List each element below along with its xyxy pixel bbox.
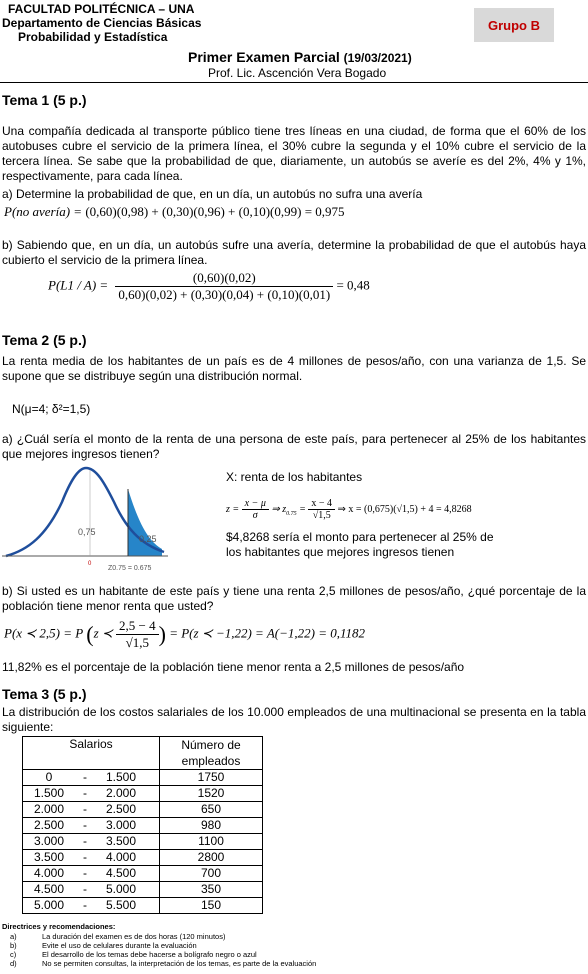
employee-count-cell: 150 [160,898,263,914]
tema2-a-answer: $4,8268 sería el monto para pertenecer al 25% de los habitantes que mejores ingresos tienen [226,530,494,559]
salary-range-cell [23,818,160,834]
tema2-a-rhs: ⇒ x = (0,675)(√1,5) + 4 = 4,8268 [337,503,472,515]
salary-high: 5.000 [105,882,137,896]
salary-range-cell [23,882,160,898]
directives-title: Directrices y recomendaciones: [2,922,116,931]
tema2-a-z: z = [226,503,240,515]
tema1-b-result: = 0,48 [336,277,370,293]
salary-range-cell [23,786,160,802]
area-left-label: 0,75 [78,527,96,537]
z-value-label: Z0.75 = 0.675 [108,565,152,572]
tema2-b-num: 2,5 − 4 [116,618,159,635]
employee-count-cell: 980 [160,818,263,834]
directive-text: La duración del examen es de dos horas (120 minutos) [42,932,226,941]
tema3-title: Tema 3 (5 p.) [2,686,87,702]
table-row [23,802,263,818]
group-badge: Grupo B [474,8,554,42]
tema1-a-lhs: P(no avería) = [4,204,83,219]
directive-letter: b) [10,941,17,950]
salary-separator: - [83,882,87,896]
table-row [23,898,263,914]
employee-count-cell: 650 [160,802,263,818]
employee-count-cell: 350 [160,882,263,898]
salary-high: 2.500 [105,802,137,816]
tema2-a-formula [226,498,472,521]
table-row [23,818,263,834]
tema3-statement: La distribución de los costos salariales de los 10.000 empleados de una multinacional se presenta en la tabla siguiente: [2,705,586,734]
tema1-b-numerator: (0,60)(0,02) [115,270,333,287]
department-name: Departamento de Ciencias Básicas [2,16,202,30]
area-right-label: 0,25 [139,534,157,544]
table-header-row [23,737,263,770]
tema1-a-question: a) Determine la probabilidad de que, en un día, un autobús no sufra una avería [2,187,423,201]
mean-zero-label: 0 [88,561,92,567]
tema2-b-formula: P(x ≺ 2,5) = P (z ≺ $\frac{2,5 - 4}{√1,5}$ ) = P(z ≺ −1,22) = A(−1,22) = 0,1182 [4,618,366,650]
salary-range-cell [23,834,160,850]
salary-high: 5.500 [105,898,137,912]
employee-count-cell: 700 [160,866,263,882]
tema2-a-mid: ⇒ z [271,503,287,515]
tema2-statement: La renta media de los habitantes de un país es de 4 millones de pesos/año, con una varianza de 1,5. Se supone que se distribuye según una distribución normal. [2,354,586,383]
exam-title-text: Primer Examen Parcial [188,49,340,65]
table-row [23,850,263,866]
directive-letter: d) [10,959,17,968]
salary-low: 2.000 [33,802,65,816]
salary-low: 4.500 [33,882,65,896]
salary-low: 3.000 [33,834,65,848]
exam-date: (19/03/2021) [343,51,412,65]
directive-text: El desarrollo de los temas debe hacerse a bolígrafo negro o azul [42,950,257,959]
table-row [23,882,263,898]
tema2-b-z: z ≺ [93,625,113,641]
salary-separator: - [83,818,87,832]
salary-range-cell [23,850,160,866]
salary-low: 1.500 [33,786,65,800]
employee-count-cell: 1100 [160,834,263,850]
salary-table [22,736,263,914]
salary-low: 0 [45,770,53,784]
header-empleados-line1: Número de [181,738,241,752]
table-row [23,866,263,882]
header-rule [0,82,588,83]
salary-low: 3.500 [33,850,65,864]
tema1-b-question: b) Sabiendo que, en un día, un autobús sufre una avería, determine la probabilidad de que el autobús haya cubierto el servicio de la primera línea. [2,238,586,267]
tema2-a-eq: = [299,503,306,515]
header-salarios: Salarios [23,737,160,770]
directive-item [2,941,316,950]
tema2-b-question: b) Si usted es un habitante de este país y tiene una renta 2,5 millones de pesos/año, ¿qué porcentaje de la población tiene menor renta que usted? [2,584,586,613]
salary-high: 4.500 [105,866,137,880]
employee-count-cell: 1520 [160,786,263,802]
tema2-title: Tema 2 (5 p.) [2,332,87,348]
directive-item [2,932,316,941]
tema2-a-question: a) ¿Cuál sería el monto de la renta de una persona de este país, para pertenecer al 25% de los habitantes que mejores ingresos tienen? [2,432,586,461]
salary-range-cell [23,770,160,786]
directive-text: No se permiten consultas, la interpretación de los temas, es parte de la evaluación [42,959,317,968]
tema1-b-denominator: 0,60)(0,02) + (0,30)(0,04) + (0,10)(0,01) [118,287,331,302]
directive-letter: c) [10,950,17,959]
salary-high: 1.500 [105,770,137,784]
salary-separator: - [83,850,87,864]
tema2-a-den1: σ [252,510,258,521]
salary-high: 3.000 [105,818,137,832]
directive-text: Evite el uso de celulares durante la evaluación [42,941,197,950]
salary-range-cell [23,898,160,914]
upper-tail-shade [128,489,162,556]
salary-high: 2.000 [105,786,137,800]
salary-low: 2.500 [33,818,65,832]
tema1-title: Tema 1 (5 p.) [2,92,87,108]
faculty-name: FACULTAD POLITÉCNICA – UNA [8,2,195,16]
salary-range-cell [23,802,160,818]
salary-high: 4.000 [105,850,137,864]
tema2-b-rhs: = P(z ≺ −1,22) = A(−1,22) = 0,1182 [169,625,366,641]
header-empleados [160,737,263,770]
tema1-b-lhs: P(L1 / A) = [48,277,109,293]
tema2-distribution: N(μ=4; δ²=1,5) [12,402,91,416]
directives-list [2,932,316,968]
normal-curve-chart [0,462,170,574]
tema2-b-lhs: P(x ≺ 2,5) = P [4,625,83,641]
salary-separator: - [83,786,87,800]
directive-item [2,959,316,968]
exam-title [188,49,412,65]
salary-separator: - [83,866,87,880]
salary-separator: - [83,770,87,784]
tema1-statement: Una compañía dedicada al transporte público tiene tres líneas en una ciudad, de forma que el 60% de los autobuses cubre el servicio de la primera línea, el 30% cubre la segunda y el 10% cubre el servicio de la tercera línea. Se sabe que la probabilidad de que, diariamente, un autobús se averíe es del 2%, 4% y 1%, respectivamente, para cada línea. [2,124,586,183]
salary-high: 3.500 [105,834,137,848]
salary-separator: - [83,834,87,848]
header-empleados-line2: empleados [181,754,241,768]
tema2-b-den: √1,5 [125,635,150,650]
table-row [23,786,263,802]
tema1-a-formula [4,204,345,220]
tema2-a-sub: 0.75 [286,510,297,517]
salary-separator: - [83,898,87,912]
directive-letter: a) [10,932,17,941]
salary-range-cell [23,866,160,882]
table-row [23,770,263,786]
tema2-a-den2: √1,5 [312,510,331,521]
directive-item [2,950,316,959]
salary-low: 5.000 [33,898,65,912]
professor-name: Prof. Lic. Ascención Vera Bogado [208,66,387,80]
tema2-b-answer: 11,82% es el porcentaje de la población tiene menor renta a 2,5 millones de pesos/año [2,660,465,674]
x-definition: X: renta de los habitantes [226,470,363,484]
tema1-b-formula [48,270,370,303]
tema2-a-num1: x − μ [242,498,269,510]
tema2-a-num2: x − 4 [308,498,335,510]
tema1-a-rhs: (0,60)(0,98) + (0,30)(0,96) + (0,10)(0,99) = 0,975 [85,204,345,219]
employee-count-cell: 1750 [160,770,263,786]
course-name: Probabilidad y Estadística [18,30,168,44]
employee-count-cell: 2800 [160,850,263,866]
salary-separator: - [83,802,87,816]
table-row [23,834,263,850]
salary-low: 4.000 [33,866,65,880]
